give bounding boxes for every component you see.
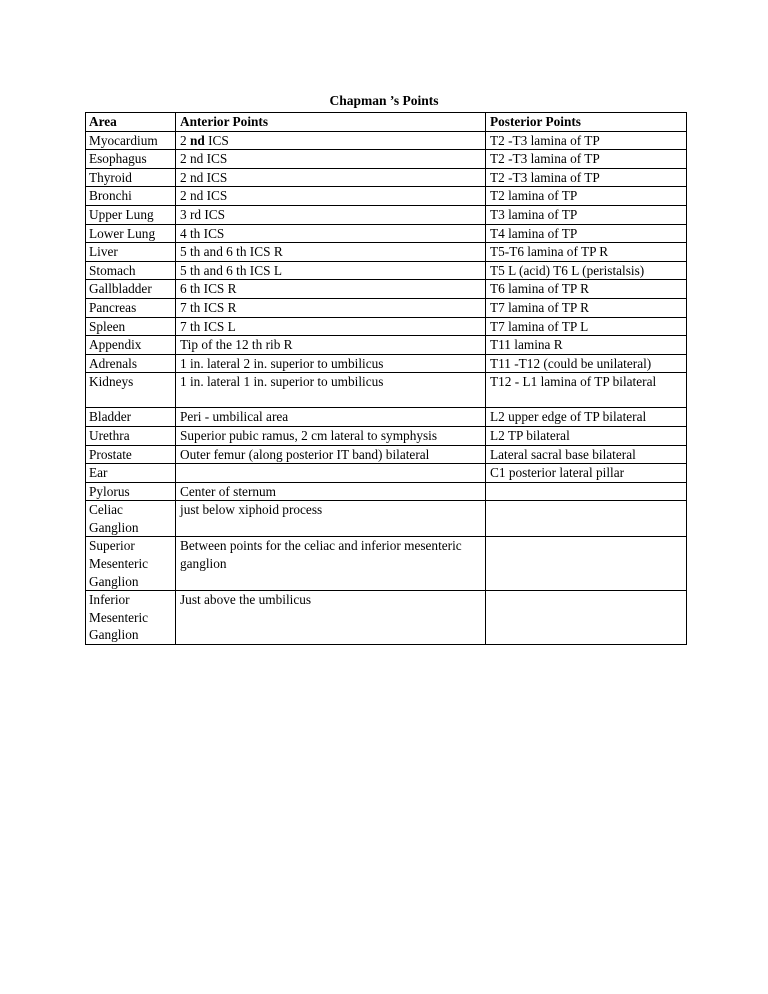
table-row — [86, 336, 687, 355]
cell-posterior: T11 -T12 (could be unilateral) — [486, 354, 687, 373]
cell-area: Gallbladder — [86, 280, 176, 299]
cell-area: Upper Lung — [86, 205, 176, 224]
cell-anterior: 6 th ICS R — [176, 280, 486, 299]
cell-anterior: 1 in. lateral 1 in. superior to umbilicus — [176, 373, 486, 408]
column-header-area: Area — [86, 113, 176, 132]
cell-posterior — [486, 591, 687, 645]
cell-anterior: Outer femur (along posterior IT band) bilateral — [176, 445, 486, 464]
cell-anterior: 2 nd ICS — [176, 168, 486, 187]
cell-anterior: 1 in. lateral 2 in. superior to umbilicus — [176, 354, 486, 373]
table-row — [86, 537, 687, 591]
cell-anterior: Center of sternum — [176, 482, 486, 501]
cell-posterior: T11 lamina R — [486, 336, 687, 355]
table-header-row — [86, 113, 687, 132]
cell-area: Bladder — [86, 408, 176, 427]
table-row — [86, 131, 687, 150]
table-row — [86, 482, 687, 501]
table-row — [86, 298, 687, 317]
table-row — [86, 187, 687, 206]
cell-posterior: Lateral sacral base bilateral — [486, 445, 687, 464]
cell-posterior: T3 lamina of TP — [486, 205, 687, 224]
table-row — [86, 168, 687, 187]
cell-posterior: T5-T6 lamina of TP R — [486, 243, 687, 262]
cell-posterior: C1 posterior lateral pillar — [486, 464, 687, 483]
cell-area: Liver — [86, 243, 176, 262]
cell-area: Stomach — [86, 261, 176, 280]
cell-anterior: 5 th and 6 th ICS L — [176, 261, 486, 280]
chapman-points-table — [85, 112, 687, 645]
table-row — [86, 224, 687, 243]
cell-area: Bronchi — [86, 187, 176, 206]
cell-posterior: T2 -T3 lamina of TP — [486, 150, 687, 169]
table-row — [86, 426, 687, 445]
cell-area: Lower Lung — [86, 224, 176, 243]
cell-posterior — [486, 537, 687, 591]
cell-anterior: Just above the umbilicus — [176, 591, 486, 645]
cell-anterior: 2 nd ICS — [176, 150, 486, 169]
table-row — [86, 408, 687, 427]
cell-posterior: L2 TP bilateral — [486, 426, 687, 445]
table-row — [86, 445, 687, 464]
cell-anterior: Peri - umbilical area — [176, 408, 486, 427]
cell-anterior: Superior pubic ramus, 2 cm lateral to symphysis — [176, 426, 486, 445]
cell-area: Inferior Mesenteric Ganglion — [86, 591, 176, 645]
cell-posterior: T7 lamina of TP L — [486, 317, 687, 336]
cell-anterior: 2 nd ICS — [176, 187, 486, 206]
column-header-anterior: Anterior Points — [176, 113, 486, 132]
table-row — [86, 205, 687, 224]
cell-posterior: T7 lamina of TP R — [486, 298, 687, 317]
cell-area: Appendix — [86, 336, 176, 355]
cell-area: Spleen — [86, 317, 176, 336]
table-row — [86, 280, 687, 299]
table-row — [86, 591, 687, 645]
table-row — [86, 464, 687, 483]
cell-posterior — [486, 501, 687, 537]
cell-anterior: 4 th ICS — [176, 224, 486, 243]
cell-posterior: T4 lamina of TP — [486, 224, 687, 243]
table-row — [86, 261, 687, 280]
cell-anterior: 2 nd ICS — [176, 131, 486, 150]
cell-posterior — [486, 482, 687, 501]
table-row — [86, 354, 687, 373]
table-row — [86, 373, 687, 408]
cell-area: Adrenals — [86, 354, 176, 373]
cell-area: Thyroid — [86, 168, 176, 187]
cell-area: Celiac Ganglion — [86, 501, 176, 537]
cell-area: Kidneys — [86, 373, 176, 408]
table-row — [86, 243, 687, 262]
cell-area: Pylorus — [86, 482, 176, 501]
cell-anterior: Between points for the celiac and inferior mesenteric ganglion — [176, 537, 486, 591]
cell-area: Urethra — [86, 426, 176, 445]
cell-anterior: 7 th ICS L — [176, 317, 486, 336]
cell-anterior: 3 rd ICS — [176, 205, 486, 224]
cell-posterior: T2 -T3 lamina of TP — [486, 168, 687, 187]
table-row — [86, 150, 687, 169]
cell-area: Pancreas — [86, 298, 176, 317]
cell-area: Ear — [86, 464, 176, 483]
cell-posterior: T2 lamina of TP — [486, 187, 687, 206]
cell-anterior: 7 th ICS R — [176, 298, 486, 317]
column-header-posterior: Posterior Points — [486, 113, 687, 132]
cell-posterior: T5 L (acid) T6 L (peristalsis) — [486, 261, 687, 280]
table-body — [86, 131, 687, 644]
cell-anterior: 5 th and 6 th ICS R — [176, 243, 486, 262]
cell-posterior: T12 - L1 lamina of TP bilateral — [486, 373, 687, 408]
cell-posterior: L2 upper edge of TP bilateral — [486, 408, 687, 427]
cell-anterior: Tip of the 12 th rib R — [176, 336, 486, 355]
cell-posterior: T2 -T3 lamina of TP — [486, 131, 687, 150]
page-title: Chapman ’s Points — [329, 93, 439, 108]
cell-area: Prostate — [86, 445, 176, 464]
cell-area: Esophagus — [86, 150, 176, 169]
cell-anterior — [176, 464, 486, 483]
cell-posterior: T6 lamina of TP R — [486, 280, 687, 299]
table-row — [86, 317, 687, 336]
cell-anterior: just below xiphoid process — [176, 501, 486, 537]
cell-area: Myocardium — [86, 131, 176, 150]
table-row — [86, 501, 687, 537]
cell-area: Superior Mesenteric Ganglion — [86, 537, 176, 591]
